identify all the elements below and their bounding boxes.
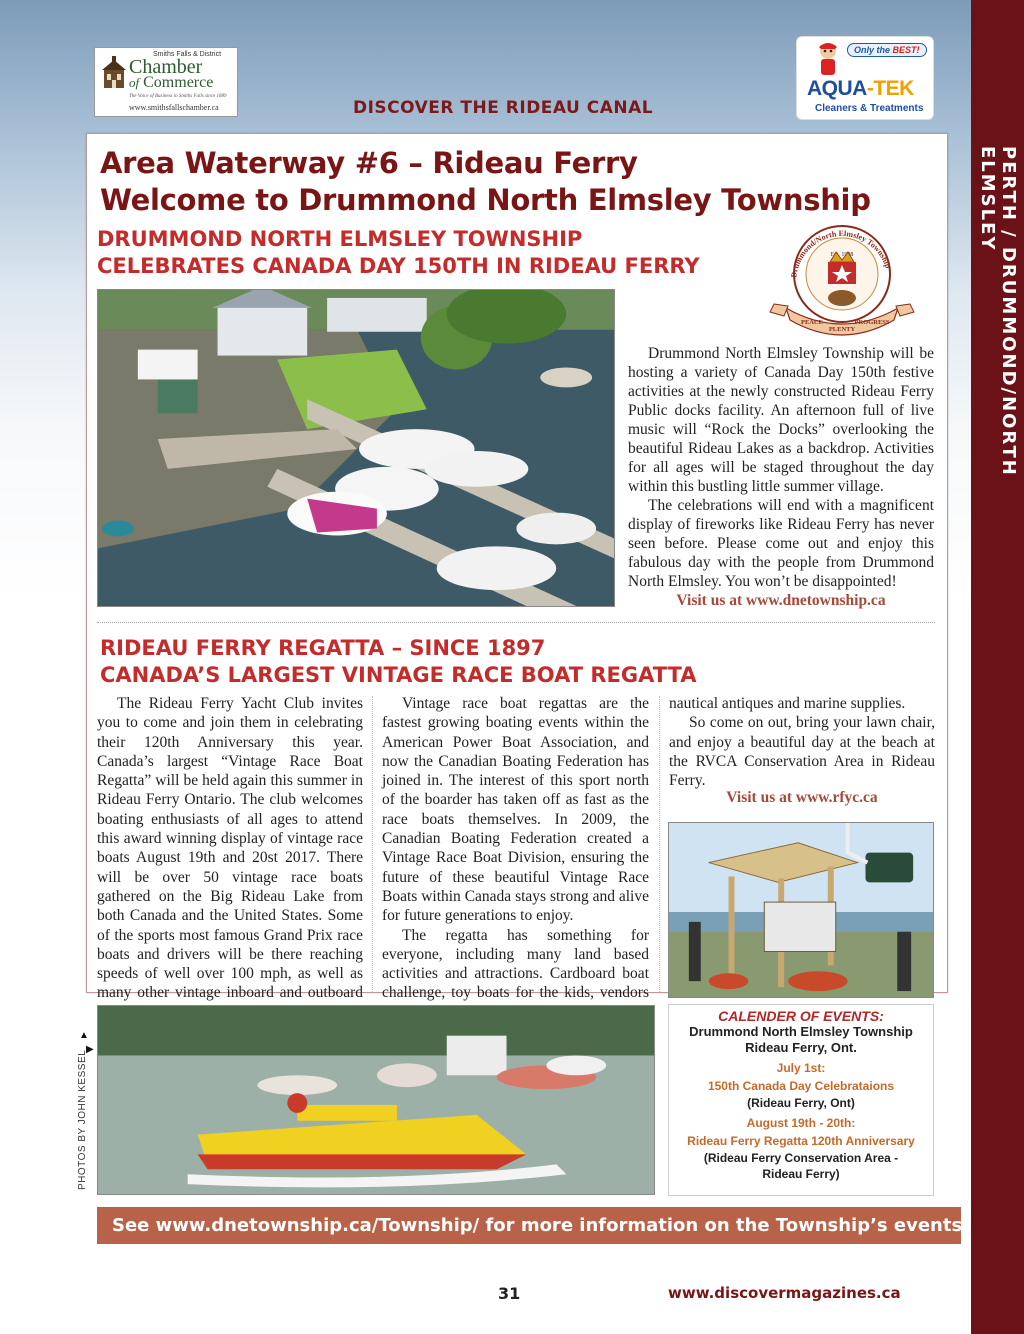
- article-title: [100, 145, 940, 219]
- chamber-logo-subtitle: Smiths Falls & District: [153, 51, 222, 58]
- chamber-logo-tagline: The Voice of Business in Smiths Falls since 1889: [129, 94, 227, 99]
- calendar-of-events: [668, 1004, 934, 1196]
- aquatek-ad[interactable]: [796, 36, 934, 120]
- article-paragraph-1: Drummond North Elmsley Township will be hosting a variety of Canada Day 150th festive activities at the newly constructed Rideau Ferry Public docks facility. An afternoon full of live music will “Rock the Docks” overlooking the beautiful Rideau Lakes as a backdrop. Activities for all ages will be staged throughout the day within this bustling little summer village.: [628, 345, 934, 495]
- article-subtitle-line-1: DRUMMOND NORTH ELMSLEY TOWNSHIP: [97, 227, 583, 251]
- regatta-col3-paragraph-2: So come on out, bring your lawn chair, and enjoy a beautiful day at the beach at the RVCA Conservation Area in Rideau Ferry.: [669, 714, 935, 790]
- chamber-logo-word-chamber: Chamber: [129, 56, 203, 78]
- section-header: DISCOVER THE RIDEAU CANAL: [353, 98, 654, 118]
- mascot-icon: [813, 41, 843, 77]
- chamber-logo-word-of: of: [129, 75, 140, 90]
- chamber-of-commerce-logo[interactable]: [94, 47, 238, 117]
- building-icon: [101, 56, 127, 90]
- seal-bottom-text-1: PEACE: [800, 319, 824, 326]
- vintage-race-boat-photo: [97, 1005, 655, 1195]
- calendar-event-1-name: 150th Canada Day Celebrataions: [707, 1079, 895, 1093]
- rideau-ferry-docks-photo: [97, 289, 615, 607]
- article-title-line-2: Welcome to Drummond North Elmsley Township: [100, 183, 871, 217]
- seal-bottom-text-3: PROGRESS: [854, 319, 890, 326]
- aquatek-brand: [807, 77, 914, 101]
- aquatek-tagline: Cleaners & Treatments: [815, 103, 924, 114]
- aquatek-brand-b: -TEK: [866, 77, 914, 100]
- column-rule: [659, 696, 660, 992]
- section-divider: [97, 622, 935, 623]
- photo-credit: PHOTOS BY JOHN KESSEL: [77, 1049, 88, 1190]
- calendar-event-1-date: July 1st:: [776, 1061, 826, 1075]
- seal-est-text: Est. 1998: [830, 252, 854, 258]
- calendar-event-2-name: Rideau Ferry Regatta 120th Anniversary: [687, 1134, 915, 1148]
- chamber-logo-commerce-text: Commerce: [143, 74, 214, 91]
- township-seal-icon: [766, 212, 918, 342]
- chamber-logo-word-commerce: [129, 74, 213, 92]
- aquatek-badge: [847, 43, 927, 57]
- article-subtitle: [97, 226, 777, 280]
- regatta-column-3: [669, 694, 935, 790]
- article-subtitle-line-2: CELEBRATES CANADA DAY 150TH IN RIDEAU FERRY: [97, 254, 700, 278]
- regatta-col2-paragraph-1: Vintage race boat regattas are the fastest growing boating events within the American Power Boat Association, and now the Canadian Boating Federation has joined in. The interest of this sport north of the boarder has taken off as fast as the race boats themselves. In 2009, the Canadian Boating Federation created a Vintage Race Boat Division, ensuring the future of these beautiful Vintage Race Boats within Canada stays strong and alive for future generations to enjoy.: [382, 695, 649, 925]
- calendar-event-2-place-line-2: Rideau Ferry): [762, 1167, 840, 1181]
- chamber-logo-url: www.smithsfallschamber.ca: [129, 103, 219, 112]
- regatta-heading-line-1: RIDEAU FERRY REGATTA – SINCE 1897: [100, 636, 546, 660]
- conservation-area-gazebo-photo: [668, 822, 934, 998]
- calendar-org-line-2: Rideau Ferry, Ont.: [745, 1040, 857, 1055]
- regatta-column-2: [382, 694, 649, 1022]
- calendar-event-1-place: (Rideau Ferry, Ont): [747, 1096, 855, 1110]
- aquatek-badge-prefix: Only the: [854, 45, 891, 55]
- seal-bottom-text-2: PLENTY: [828, 326, 856, 333]
- column-rule: [372, 696, 373, 992]
- regatta-col2-paragraph-2: The regatta has something for everyone, including many land based activities and attractions. Cardboard boat challenge, toy boats for the kids, vendors: [382, 926, 649, 1002]
- regatta-col1-paragraph: The Rideau Ferry Yacht Club invites you to come and join them in celebrating their 120th Anniversary this year. Canada’s largest “Vintage Race Boat Regatta” will be held again this summer in Rideau Ferry Ontario. The club welcomes boating enthusiasts of all ages to attend this award winning display of vintage race boats August 19th and 20st 2017. There will be over 50 vintage race boats gathered on the Big Rideau Lake from both Canada and the United States. Some of the sports most famous Grand Prix race boats and drivers will be there reaching speeds of well over 100 mph, as well as many other vintage inboard and outboard: [97, 695, 363, 1002]
- aquatek-brand-a: AQUA: [807, 77, 867, 100]
- calendar-org-line-1: Drummond North Elmsley Township: [689, 1024, 913, 1039]
- regatta-col3-paragraph-1: nautical antiques and marine supplies.: [669, 695, 906, 712]
- footer-url[interactable]: www.discovermagazines.ca: [668, 1284, 901, 1302]
- article-title-line-1: Area Waterway #6 – Rideau Ferry: [100, 146, 638, 180]
- seal-top-text: Drummond/North Elmsley Township: [789, 228, 893, 279]
- article-body: [628, 344, 934, 591]
- calendar-title: CALENDER OF EVENTS:: [718, 1008, 884, 1024]
- page-number: 31: [498, 1284, 521, 1303]
- rfyc-link[interactable]: Visit us at www.rfyc.ca: [726, 789, 878, 806]
- calendar-event-2-date: August 19th - 20th:: [746, 1116, 856, 1130]
- article-paragraph-2: The celebrations will end with a magnificent display of fireworks like Rideau Ferry has never seen before. Please come out and enjoy this fabulous day with the people from Drummond North Elmsley. You won’t be disappointed!: [628, 497, 934, 590]
- calendar-event-2-place-line-1: (Rideau Ferry Conservation Area -: [703, 1151, 899, 1165]
- sidebar-section-label: PERTH / DRUMMOND/NORTH ELMSLEY: [977, 146, 1019, 477]
- credit-arrow-right-icon: ▶: [86, 1044, 94, 1055]
- dnetownship-link[interactable]: Visit us at www.dnetownship.ca: [676, 592, 886, 609]
- township-events-link-bar[interactable]: See www.dnetownship.ca/Township/ for more information on the Township’s events: [97, 1207, 961, 1244]
- credit-arrow-up-icon: ▲: [79, 1030, 89, 1041]
- aquatek-badge-emph: BEST!: [892, 45, 920, 55]
- regatta-heading-line-2: CANADA’S LARGEST VINTAGE RACE BOAT REGATTA: [100, 663, 697, 687]
- regatta-column-1: [97, 694, 363, 1022]
- regatta-heading: [100, 635, 930, 689]
